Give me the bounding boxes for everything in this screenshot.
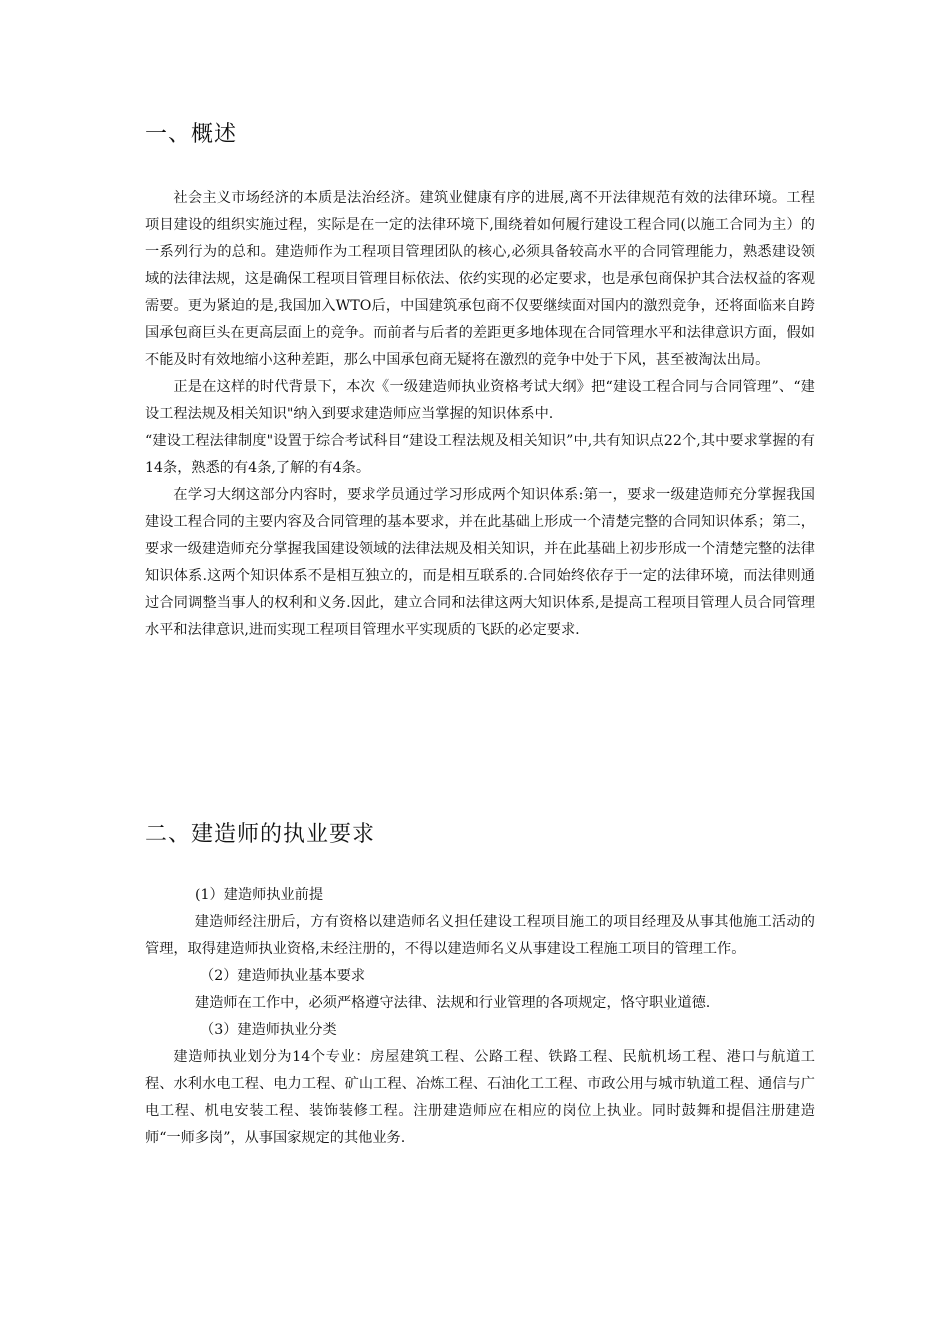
section-2-body [145,882,815,1152]
paragraph: 社会主义市场经济的本质是法治经济。建筑业健康有序的进展,离不开法律规范有效的法律环境。工程项目建设的组织实施过程，实际是在一定的法律环境下,围绕着如何履行建设工程合同(以施工合同为主）的一系列行为的总和。建造师作为工程项目管理团队的核心,必须具备较高水平的合同管理能力，熟悉建设领域的法律法规，这是确保工程项目管理目标依法、依约实现的必定要求，也是承包商保护其合法权益的客观需要。更为紧迫的是,我国加入WTO后，中国建筑承包商不仅要继续面对国内的激烈竞争，还将面临来自跨国承包商巨头在更高层面上的竞争。而前者与后者的差距更多地体现在合同管理水平和法律意识方面，假如不能及时有效地缩小这种差距，那么中国承包商无疑将在激烈的竞争中处于下风，甚至被淘汰出局。 [145,190,815,368]
section-1-title: 一、概述 [145,122,238,147]
paragraph: 正是在这样的时代背景下，本次《一级建造师执业资格考试大纲》把“建设工程合同与合同管理”、“建设工程法规及相关知识"纳入到要求建造师应当掌握的知识体系中. [145,379,815,422]
paragraph: 建造师经注册后，方有资格以建造师名义担任建设工程项目施工的项目经理及从事其他施工活动的管理，取得建造师执业资格,未经注册的，不得以建造师名义从事建设工程施工项目的管理工作。 [145,914,815,957]
paragraph: 建造师执业划分为14个专业：房屋建筑工程、公路工程、铁路工程、民航机场工程、港口与航道工程、水利水电工程、电力工程、矿山工程、冶炼工程、石油化工工程、市政公用与城市轨道工程、通信与广电工程、机电安装工程、装饰装修工程。注册建造师应在相应的岗位上执业。同时鼓舞和提倡注册建造师“一师多岗”，从事国家规定的其他业务. [145,1049,815,1146]
paragraph: 建造师在工作中，必须严格遵守法律、法规和行业管理的各项规定，恪守职业道德. [195,995,711,1011]
paragraph: 在学习大纲这部分内容时，要求学员通过学习形成两个知识体系:第一，要求一级建造师充分掌握我国建设工程合同的主要内容及合同管理的基本要求，并在此基础上形成一个清楚完整的合同知识体系；第二，要求一级建造师充分掌握我国建设领域的法律法规及相关知识，并在此基础上初步形成一个清楚完整的法律知识体系.这两个知识体系不是相互独立的，而是相互联系的.合同始终依存于一定的法律环境，而法律则通过合同调整当事人的权利和义务.因此，建立合同和法律这两大知识体系,是提高工程项目管理人员合同管理水平和法律意识,进而实现工程项目管理水平实现质的飞跃的必定要求. [145,487,815,638]
subsection-1-title: (1）建造师执业前提 [195,887,324,903]
subsection-3-title: （3）建造师执业分类 [200,1022,337,1038]
section-2-title: 二、建造师的执业要求 [145,822,376,847]
paragraph: “建设工程法律制度"设置于综合考试科目“建设工程法规及相关知识”中,共有知识点22个,其中要求掌握的有14条，熟悉的有4条,了解的有4条。 [145,433,815,476]
section-1-body [145,185,815,644]
subsection-2-title: （2）建造师执业基本要求 [200,968,366,984]
